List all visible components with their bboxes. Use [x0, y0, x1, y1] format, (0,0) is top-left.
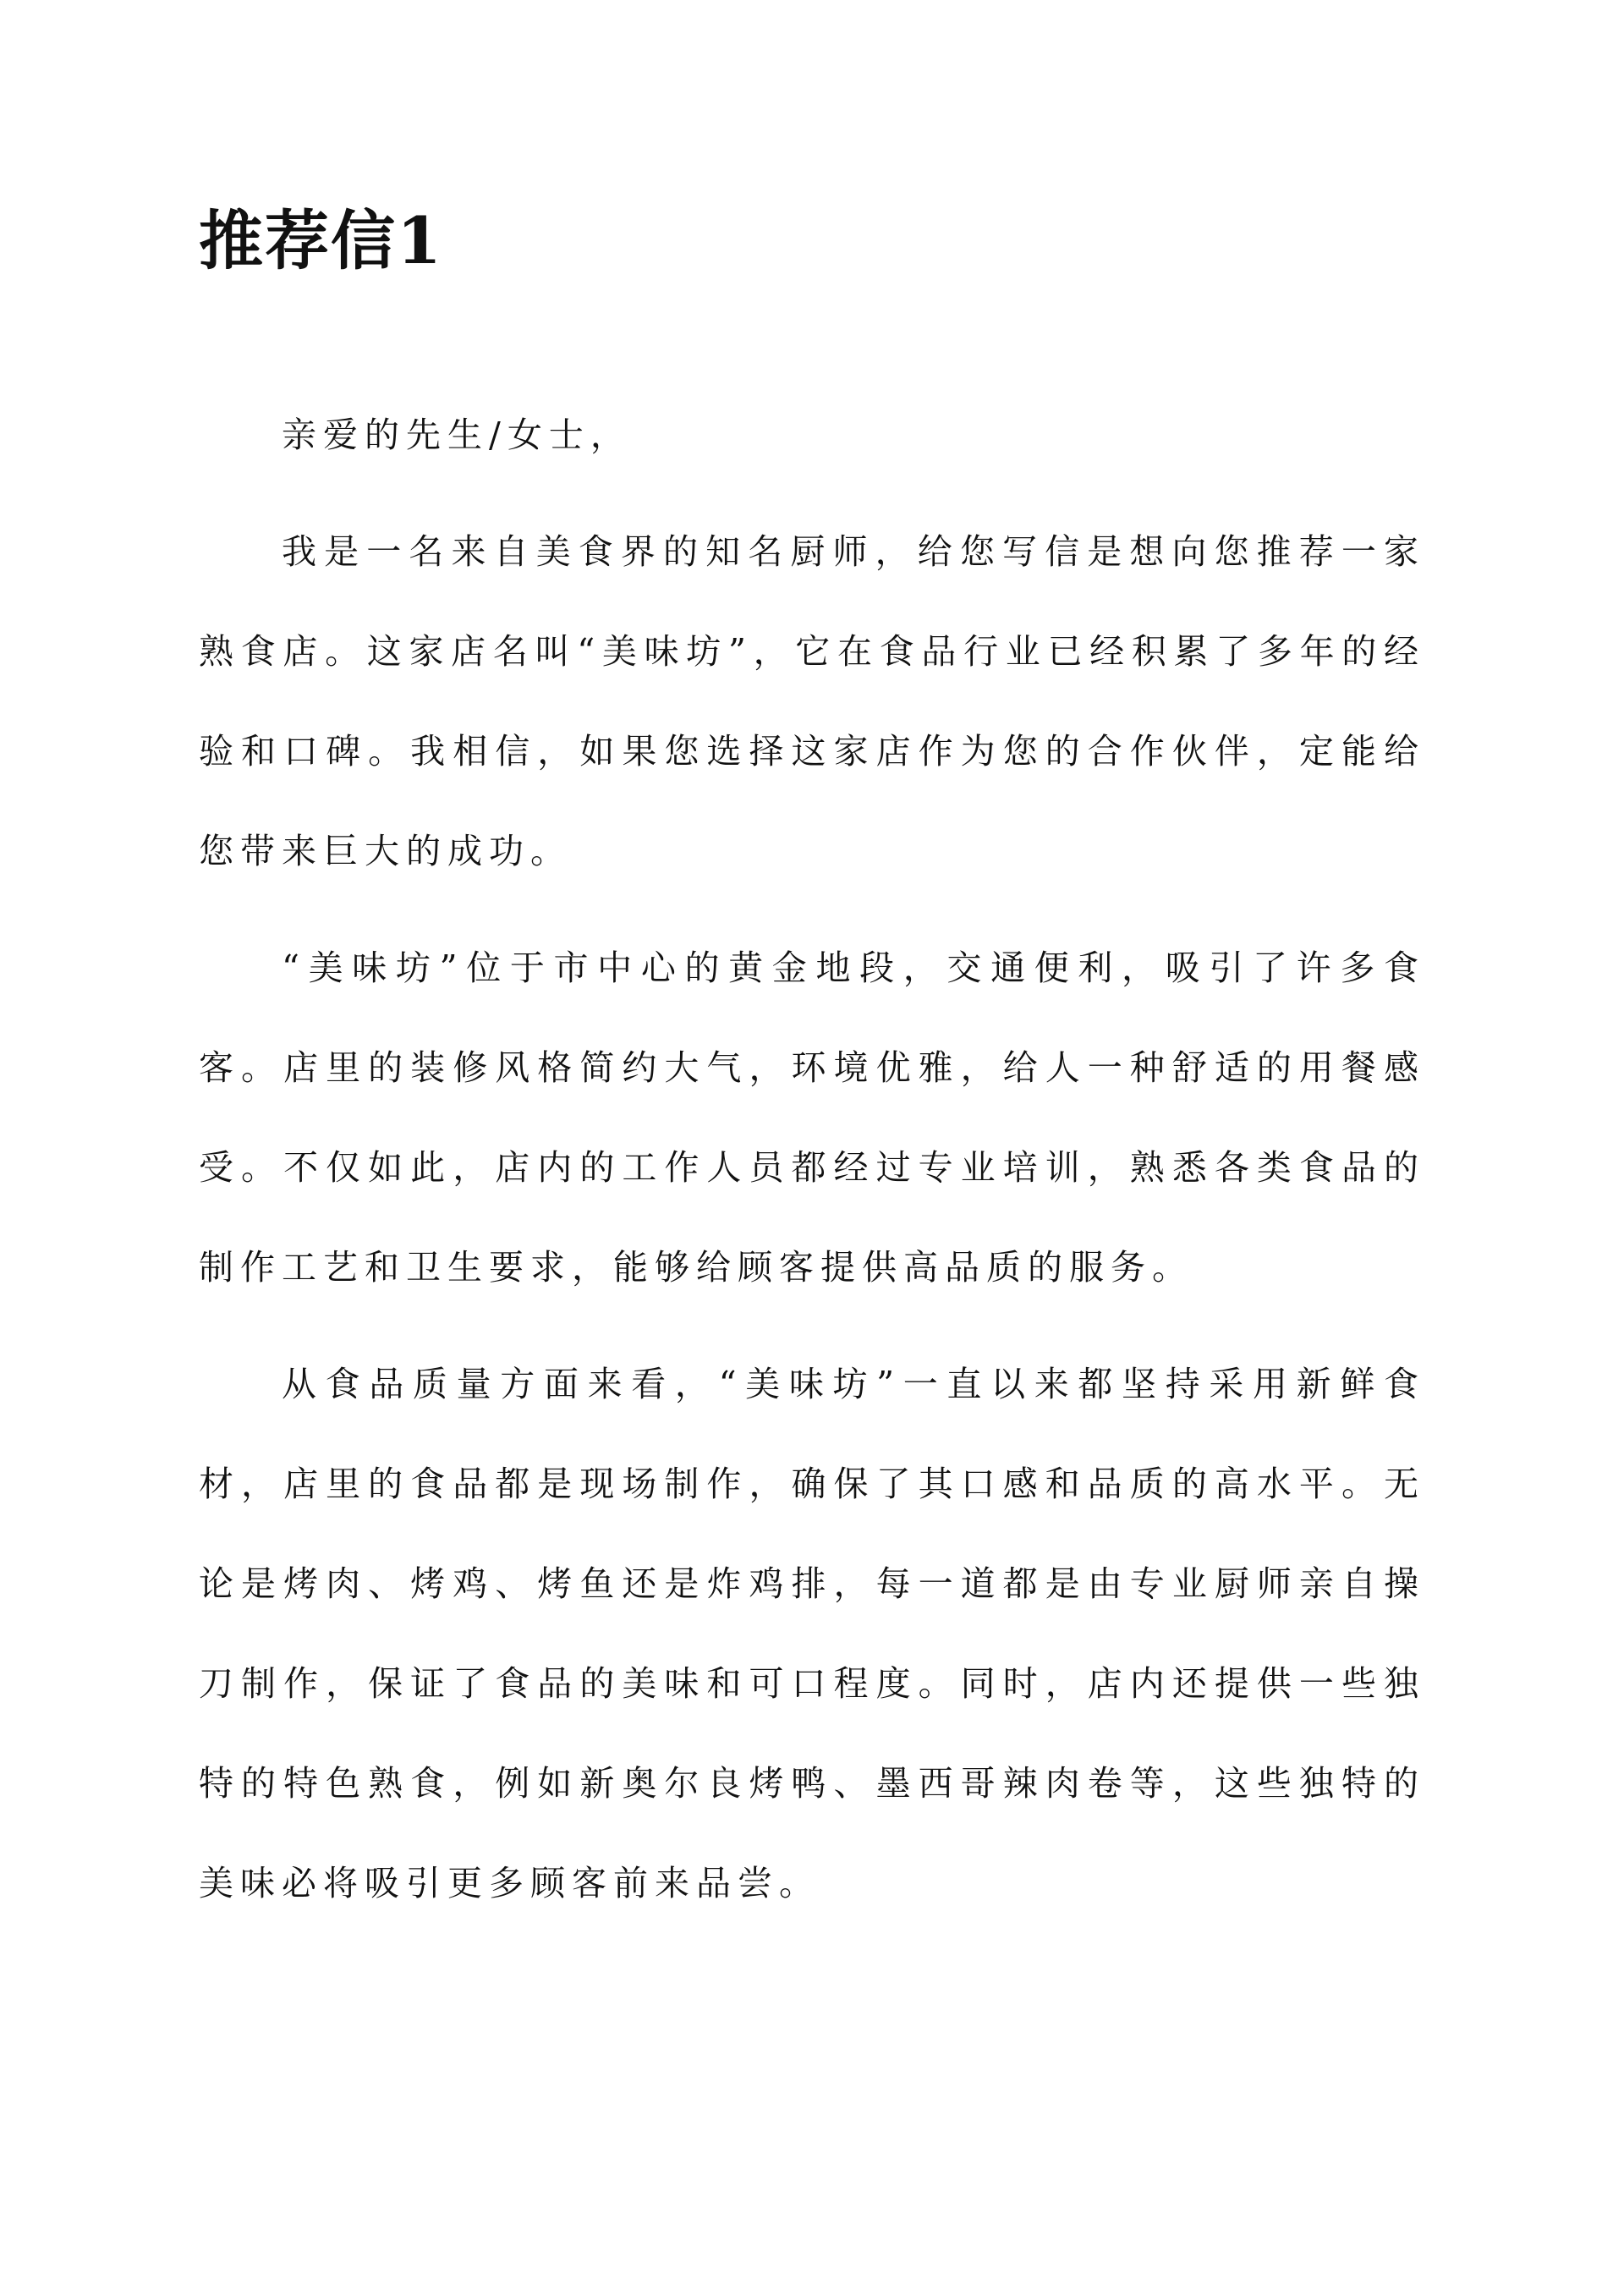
- paragraph-food-quality: 从食品质量方面来看，“美味坊”一直以来都坚持采用新鲜食材，店里的食品都是现场制作，确保了其口感和品质的高水平。无论是烤肉、烤鸡、烤鱼还是炸鸡排，每一道都是由专业厨师亲自操刀制作，保证了食品的美味和可口程度。同时，店内还提供一些独特的特色熟食，例如新奥尔良烤鸭、墨西哥辣肉卷等，这些独特的美味必将吸引更多顾客前来品尝。: [199, 1364, 1425, 1903]
- salutation: 亲爱的先生/女士，: [282, 415, 632, 455]
- paragraph-introduction: 我是一名来自美食界的知名厨师，给您写信是想向您推荐一家熟食店。这家店名叫“美味坊”，它在食品行业已经积累了多年的经验和口碑。我相信，如果您选择这家店作为您的合作伙伴，定能给您带来巨大的成功。: [199, 531, 1425, 871]
- paragraph-location-service: “美味坊”位于市中心的黄金地段，交通便利，吸引了许多食客。店里的装修风格简约大气，环境优雅，给人一种舒适的用餐感受。不仅如此，店内的工作人员都经过专业培训，熟悉各类食品的制作工艺和卫生要求，能够给顾客提供高品质的服务。: [199, 948, 1425, 1288]
- letter-body: [199, 385, 1425, 1950]
- document-title: 推荐信1: [199, 203, 443, 278]
